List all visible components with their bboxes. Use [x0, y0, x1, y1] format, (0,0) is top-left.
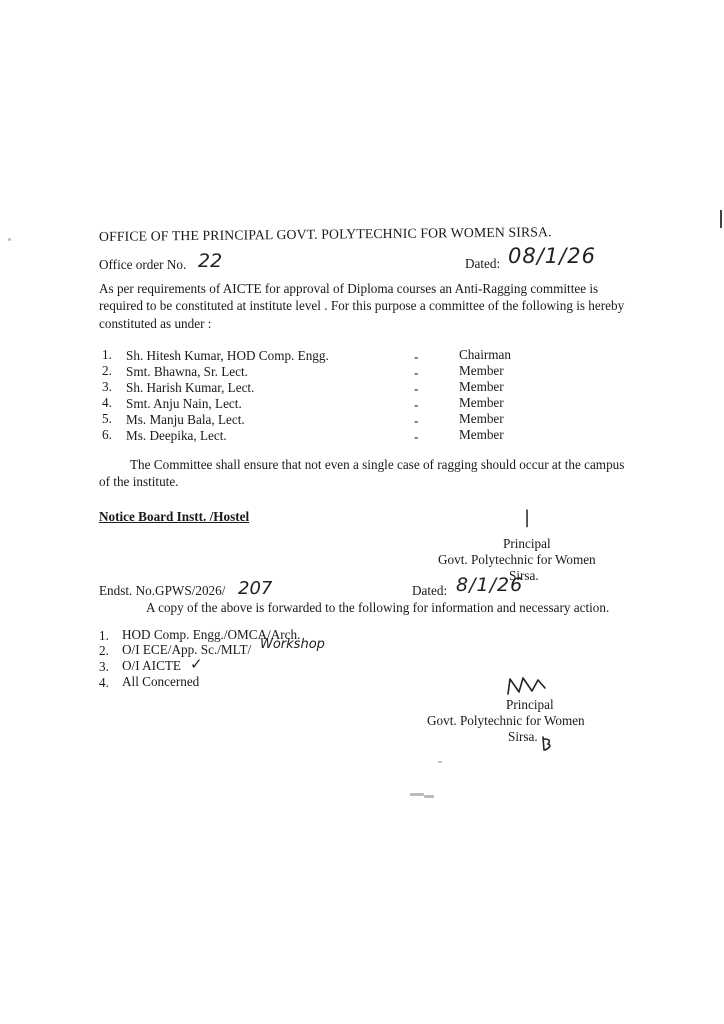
- endorsement-dated-label: Dated:: [412, 583, 448, 598]
- signature2-title: Principal: [506, 697, 554, 712]
- scan-smudge: [8, 238, 11, 241]
- closing-line-2: of the institute.: [99, 474, 179, 489]
- item-number: 3.: [102, 379, 112, 394]
- dash: -: [414, 413, 419, 428]
- item-number: 5.: [102, 411, 112, 426]
- recipient-text: HOD Comp. Engg./OMCA/Arch.: [122, 627, 301, 642]
- recipient-text: All Concerned: [122, 674, 200, 689]
- member-name: Smt. Bhawna, Sr. Lect.: [126, 364, 248, 379]
- initial-mark: [540, 735, 554, 753]
- closing-line-1: The Committee shall ensure that not even a single case of ragging should occur at the campus: [130, 457, 625, 472]
- item-number: 2.: [99, 643, 109, 658]
- signature-title: Principal: [503, 536, 551, 551]
- body-line-1: As per requirements of AICTE for approval of Diploma courses an Anti-Ragging committee is: [99, 281, 599, 296]
- signature-scribble: [505, 674, 549, 698]
- recipient-text: O/I ECE/App. Sc./MLT/: [122, 642, 252, 657]
- endorsement-dated-value: 8/1/26: [456, 574, 524, 596]
- office-heading: OFFICE OF THE PRINCIPAL GOVT. POLYTECHNIC FOR WOMEN SIRSA.: [98, 224, 552, 244]
- body-line-3: constituted as under :: [99, 316, 212, 331]
- signature-mark: |: [524, 507, 531, 528]
- item-number: 4.: [102, 395, 112, 410]
- member-role: Chairman: [459, 347, 512, 362]
- item-number: 4.: [99, 675, 109, 690]
- member-name: Smt. Anju Nain, Lect.: [126, 396, 242, 411]
- item-number: 2.: [102, 363, 112, 378]
- member-name: Sh. Hitesh Kumar, HOD Comp. Engg.: [126, 348, 329, 363]
- forward-text: A copy of the above is forwarded to the following for information and necessary action.: [146, 600, 610, 615]
- member-name: Ms. Manju Bala, Lect.: [126, 412, 245, 427]
- dash: -: [414, 397, 419, 412]
- signature2-city: Sirsa.: [508, 729, 538, 744]
- member-name: Sh. Harish Kumar, Lect.: [126, 380, 255, 395]
- recipient-note: Workshop: [260, 637, 325, 652]
- dash: -: [414, 381, 419, 396]
- item-number: 1.: [102, 347, 112, 362]
- scan-smudge: [410, 793, 424, 796]
- signature-org: Govt. Polytechnic for Women: [438, 552, 596, 567]
- office-order-label: Office order No.: [99, 257, 187, 272]
- dated-label: Dated:: [465, 256, 501, 271]
- scan-smudge: [438, 761, 442, 763]
- dash: -: [414, 429, 419, 444]
- endorsement-number: 207: [238, 578, 273, 599]
- member-name: Ms. Deepika, Lect.: [126, 428, 227, 443]
- scan-smudge: [424, 795, 434, 798]
- item-number: 6.: [102, 427, 112, 442]
- dated-value: 08/1/26: [508, 244, 596, 268]
- member-role: Member: [459, 411, 504, 426]
- member-role: Member: [459, 395, 504, 410]
- scan-edge-line: [720, 210, 722, 228]
- signature2-org: Govt. Polytechnic for Women: [427, 713, 585, 728]
- member-role: Member: [459, 363, 504, 378]
- endorsement-label: Endst. No.GPWS/2026/: [99, 583, 226, 598]
- office-order-number: 22: [198, 250, 223, 272]
- checkmark-icon: ✓: [190, 655, 203, 673]
- recipient-text: O/I AICTE: [122, 658, 181, 673]
- dash: -: [414, 349, 419, 364]
- item-number: 1.: [99, 628, 109, 643]
- notice-board-label: Notice Board Instt. /Hostel: [99, 509, 250, 524]
- dash: -: [414, 365, 419, 380]
- member-role: Member: [459, 379, 504, 394]
- member-role: Member: [459, 427, 504, 442]
- signature-city: Sirsa.: [509, 568, 539, 583]
- body-line-2: required to be constituted at institute level . For this purpose a committee of the following is hereby: [99, 298, 625, 313]
- item-number: 3.: [99, 659, 109, 674]
